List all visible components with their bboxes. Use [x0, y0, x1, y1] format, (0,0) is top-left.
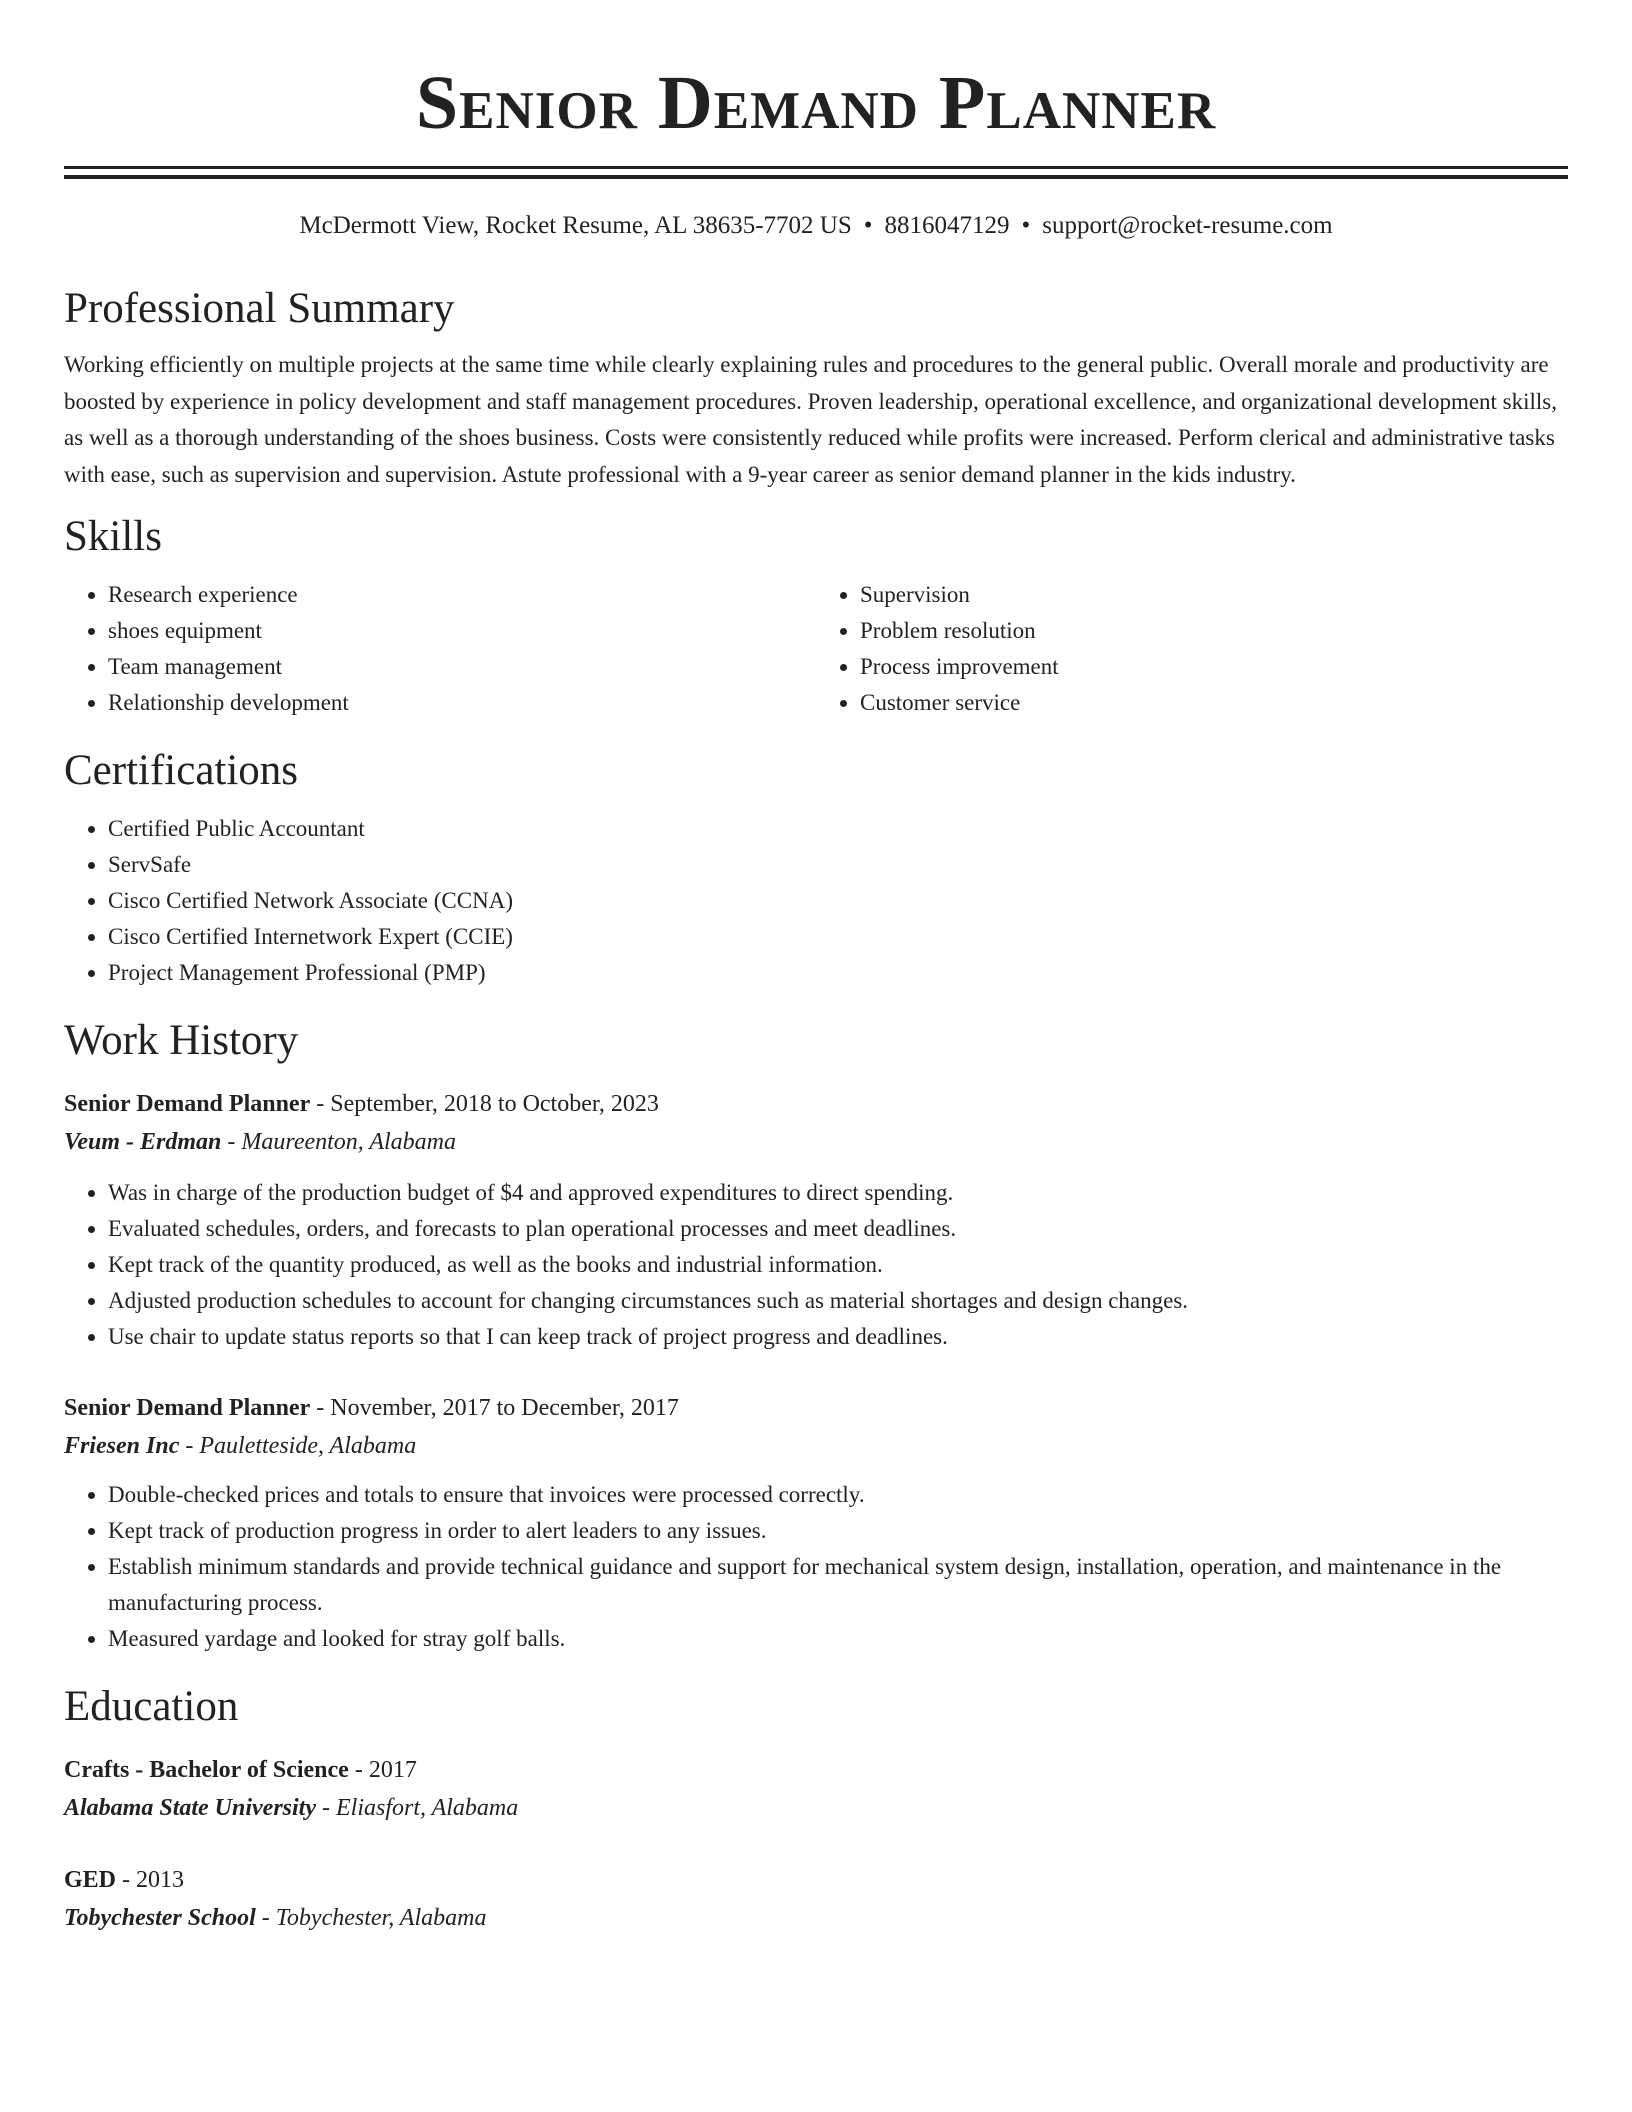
job-separator: - [221, 1129, 242, 1155]
job-title-line [64, 1389, 1568, 1427]
education-entry [64, 1861, 1568, 1937]
skill-item: • Relationship development [108, 685, 816, 721]
job-entry [64, 1389, 1568, 1657]
job-title-line [64, 1085, 1568, 1123]
education-entry [64, 1751, 1568, 1827]
job-company-line [64, 1123, 1568, 1161]
education-school: Tobychester School [64, 1905, 256, 1931]
title-divider-top [64, 166, 1568, 169]
job-location: Maureenton, Alabama [241, 1129, 457, 1155]
contact-phone: 8816047129 [884, 212, 1010, 239]
job-bullet: • Establish minimum standards and provide technical guidance and support for mechanical system design, installation, operation, and maintenance in the manufacturing process. [108, 1549, 1568, 1621]
job-dates: September, 2018 to October, 2023 [330, 1091, 659, 1117]
job-bullet: • Use chair to update status reports so that I can keep track of project progress and deadlines. [108, 1319, 1568, 1355]
education-school-line [64, 1789, 1568, 1827]
certification-item: • Cisco Certified Network Associate (CCNA) [108, 883, 1568, 919]
certifications-heading: Certifications [64, 747, 299, 794]
job-bullet: • Evaluated schedules, orders, and forecasts to plan operational processes and meet deadlines. [108, 1211, 1568, 1247]
job-company: Veum - Erdman [64, 1129, 222, 1155]
education-degree-line [64, 1861, 1568, 1899]
skill-item: • Team management [108, 649, 816, 685]
skills-heading: Skills [64, 513, 162, 560]
education-degree: Crafts - Bachelor of Science [64, 1757, 349, 1783]
skill-item: • shoes equipment [108, 613, 816, 649]
education-year: 2017 [368, 1757, 417, 1783]
contact-address: McDermott View, Rocket Resume, AL 38635-7702 US [299, 212, 852, 239]
certification-item: • Cisco Certified Internetwork Expert (CCIE) [108, 919, 1568, 955]
skill-item: • Research experience [108, 577, 816, 613]
job-title: Senior Demand Planner [64, 1395, 311, 1421]
job-bullet: • Kept track of production progress in order to alert leaders to any issues. [108, 1513, 1568, 1549]
education-separator: - [116, 1867, 137, 1893]
skill-item: • Supervision [860, 577, 1568, 613]
work-history-heading: Work History [64, 1017, 299, 1064]
skill-item: • Customer service [860, 685, 1568, 721]
job-bullet: • Double-checked prices and totals to ensure that invoices were processed correctly. [108, 1477, 1568, 1513]
certification-item: • Certified Public Accountant [108, 811, 1568, 847]
education-school: Alabama State University [64, 1795, 316, 1821]
job-separator: - [310, 1091, 331, 1117]
skill-item: • Problem resolution [860, 613, 1568, 649]
job-separator: - [310, 1395, 331, 1421]
skills-list-left [64, 577, 816, 721]
education-location: Tobychester, Alabama [275, 1905, 487, 1931]
certification-item: • ServSafe [108, 847, 1568, 883]
education-separator: - [348, 1757, 369, 1783]
job-entry [64, 1085, 1568, 1355]
job-location: Pauletteside, Alabama [199, 1433, 417, 1459]
job-bullets [64, 1477, 1568, 1657]
education-location: Eliasfort, Alabama [336, 1795, 519, 1821]
contact-email: support@rocket-resume.com [1042, 212, 1333, 239]
skill-item: • Process improvement [860, 649, 1568, 685]
contact-separator: • [1021, 212, 1031, 239]
contact-separator: • [863, 212, 873, 239]
skills-list-right [816, 577, 1568, 721]
job-company: Friesen Inc [64, 1433, 180, 1459]
job-bullet: • Adjusted production schedules to account for changing circumstances such as material shortages and design changes. [108, 1283, 1568, 1319]
education-degree: GED [64, 1867, 117, 1893]
contact-line [64, 209, 1568, 243]
education-degree-line [64, 1751, 1568, 1789]
summary-heading: Professional Summary [64, 285, 455, 332]
job-company-line [64, 1427, 1568, 1465]
summary-text: Working efficiently on multiple projects at the same time while clearly explaining rules and procedures to the general public. Overall morale and productivity are boosted by experience in policy development and staff management procedures. Proven leadership, operational excellence, and organizational development skills, as well as a thorough understanding of the shoes business. Costs were consistently reduced while profits were increased. Perform clerical and administrative tasks with ease, such as supervision and supervision. Astute professional with a 9-year career as senior demand planner in the kids industry. [64, 352, 1558, 487]
education-separator: - [255, 1905, 276, 1931]
education-heading: Education [64, 1683, 239, 1730]
certification-item: • Project Management Professional (PMP) [108, 955, 1568, 991]
education-separator: - [316, 1795, 336, 1821]
education-school-line [64, 1899, 1568, 1937]
job-dates: November, 2017 to December, 2017 [330, 1395, 679, 1421]
job-bullet: • Measured yardage and looked for stray golf balls. [108, 1621, 1568, 1657]
certifications-list [64, 811, 1568, 991]
job-bullet: • Was in charge of the production budget of $4 and approved expenditures to direct spending. [108, 1175, 1568, 1211]
page-title: Senior Demand Planner [415, 61, 1217, 145]
job-bullet: • Kept track of the quantity produced, as well as the books and industrial information. [108, 1247, 1568, 1283]
job-bullets [64, 1175, 1568, 1355]
job-separator: - [179, 1433, 200, 1459]
job-title: Senior Demand Planner [64, 1091, 311, 1117]
skills-columns [64, 577, 1568, 721]
title-divider-bottom [64, 175, 1568, 179]
education-year: 2013 [136, 1867, 185, 1893]
